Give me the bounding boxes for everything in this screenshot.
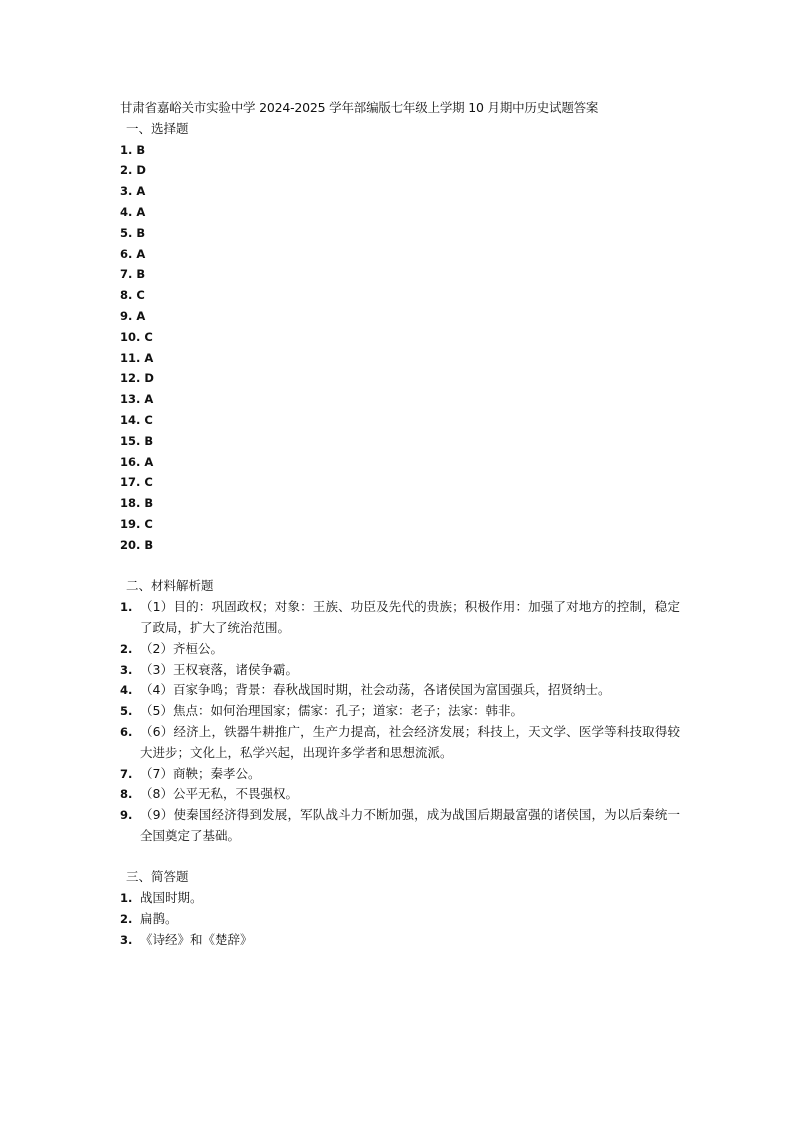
choice-answer: 2. D	[120, 163, 146, 178]
item-number: 6.	[120, 724, 133, 739]
item-text: （5）焦点：如何治理国家；儒家：孔子；道家：老子；法家：韩非。	[140, 703, 523, 719]
item-number: 5.	[120, 704, 133, 719]
choice-answer: 10. C	[120, 329, 153, 344]
section-choice-heading: 一、选择题	[126, 120, 189, 136]
choice-answer: 13. A	[120, 392, 154, 407]
short-answer	[120, 930, 680, 951]
item-text: 扁鹊。	[140, 911, 178, 927]
choice-answer: 11. A	[120, 350, 154, 365]
item-number: 4.	[120, 683, 133, 698]
choice-answer: 3. A	[120, 184, 146, 199]
item-number: 1.	[120, 891, 133, 906]
choice-answer: 14. C	[120, 412, 153, 427]
choice-answer: 19. C	[120, 516, 153, 531]
item-number: 2.	[120, 912, 133, 927]
material-answer	[120, 764, 680, 785]
material-answer	[120, 722, 680, 764]
material-answer	[120, 639, 680, 660]
choice-answer-list	[120, 140, 680, 556]
choice-answer: 17. C	[120, 475, 153, 490]
choice-answer: 15. B	[120, 433, 154, 448]
material-answer	[120, 701, 680, 722]
item-number: 3.	[120, 662, 133, 677]
material-answer	[120, 597, 680, 639]
material-answer	[120, 784, 680, 805]
section-material-heading: 二、材料解析题	[126, 578, 214, 594]
choice-answer: 7. B	[120, 267, 146, 282]
item-text: 《诗经》和《楚辞》	[140, 931, 253, 947]
item-number: 8.	[120, 787, 133, 802]
item-text: （2）齐桓公。	[140, 640, 223, 656]
item-text: （6）经济上，铁器牛耕推广，生产力提高，社会经济发展；科技上，天文学、医学等科技取得较大进步；文化上，私学兴起，出现许多学者和思想流派。	[140, 723, 680, 760]
choice-answer: 18. B	[120, 496, 154, 511]
material-answer	[120, 680, 680, 701]
choice-answer: 1. B	[120, 142, 146, 157]
short-answer	[120, 909, 680, 930]
short-answer	[120, 888, 680, 909]
item-text: （4）百家争鸣；背景：春秋战国时期，社会动荡，各诸侯国为富国强兵，招贤纳士。	[140, 682, 611, 698]
document-title: 甘肃省嘉峪关市实验中学 2024-2025 学年部编版七年级上学期 10 月期中历史试题答案	[120, 100, 599, 115]
choice-answer: 20. B	[120, 537, 154, 552]
choice-answer: 16. A	[120, 454, 154, 469]
material-answer	[120, 660, 680, 681]
section-spacer	[120, 556, 680, 577]
item-text: （9）使秦国经济得到发展，军队战斗力不断加强，成为战国后期最富强的诸侯国，为以后秦统一全国奠定了基础。	[140, 807, 680, 843]
item-text: （3）王权衰落，诸侯争霸。	[140, 661, 298, 677]
item-text: （7）商鞅；秦孝公。	[140, 765, 261, 781]
choice-answer: 6. A	[120, 246, 146, 261]
item-text: （8）公平无私，不畏强权。	[140, 786, 298, 802]
item-text: （1）目的：巩固政权；对象：王族、功臣及先代的贵族；积极作用：加强了对地方的控制，稳定了政局，扩大了统治范围。	[140, 599, 680, 635]
choice-answer: 8. C	[120, 288, 145, 303]
section-short-answer-heading: 三、简答题	[126, 869, 189, 885]
item-number: 9.	[120, 808, 133, 823]
document-body	[120, 98, 680, 951]
choice-answer: 12. D	[120, 371, 154, 386]
choice-answer: 9. A	[120, 308, 146, 323]
choice-answer: 5. B	[120, 225, 146, 240]
item-text: 战国时期。	[140, 890, 203, 906]
section-spacer	[120, 847, 680, 868]
item-number: 3.	[120, 932, 133, 947]
item-number: 2.	[120, 641, 133, 656]
item-number: 1.	[120, 600, 133, 615]
material-answer	[120, 805, 680, 847]
choice-answer: 4. A	[120, 204, 146, 219]
item-number: 7.	[120, 766, 133, 781]
